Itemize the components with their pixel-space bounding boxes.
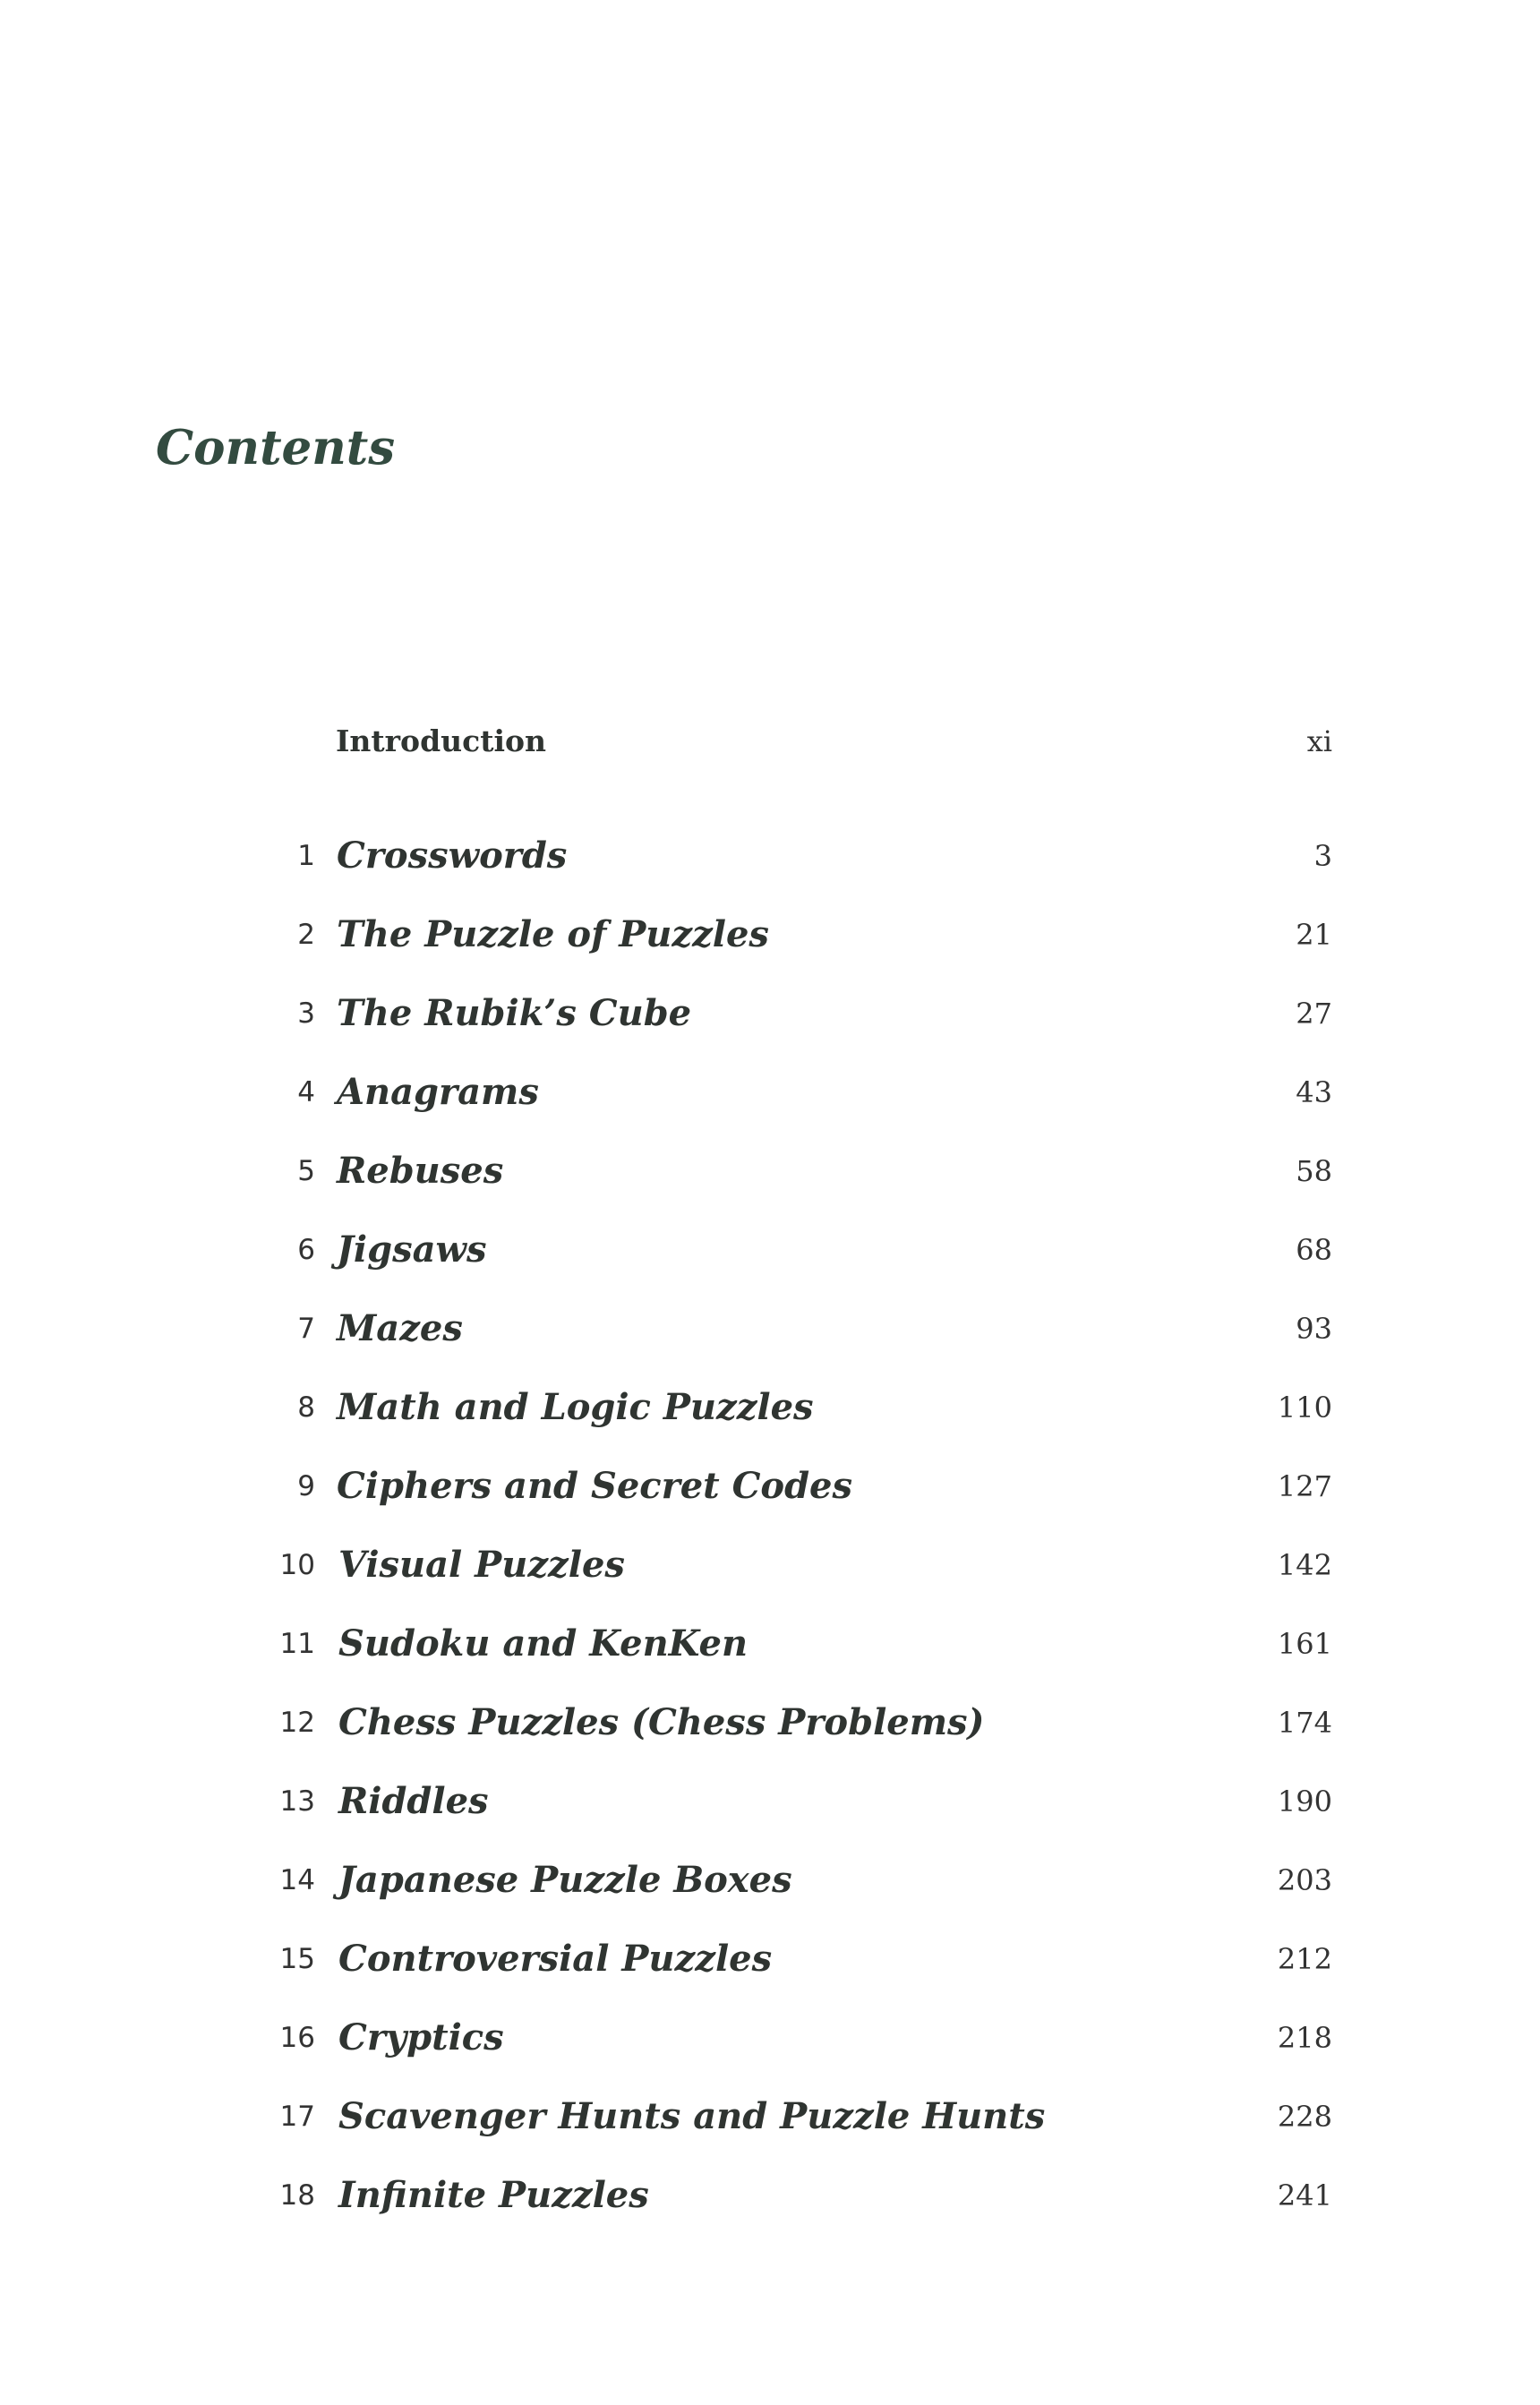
toc-row[interactable] bbox=[0, 1775, 1540, 1828]
toc-page-number: 174 bbox=[1277, 1706, 1332, 1740]
toc-page-number: 58 bbox=[1296, 1154, 1332, 1188]
toc-row[interactable] bbox=[0, 1223, 1540, 1277]
toc-row[interactable] bbox=[0, 2169, 1540, 2222]
toc-row[interactable] bbox=[0, 1696, 1540, 1750]
toc-title: Introduction bbox=[336, 723, 547, 758]
chapter-title: Ciphers and Secret Codes bbox=[337, 1465, 853, 1507]
chapter-number: 1 bbox=[297, 840, 315, 872]
chapter-title: Math and Logic Puzzles bbox=[337, 1386, 814, 1428]
chapter-number: 2 bbox=[297, 919, 315, 951]
toc-page-number: 127 bbox=[1277, 1469, 1332, 1503]
toc-row[interactable] bbox=[0, 1144, 1540, 1198]
toc-row[interactable] bbox=[0, 1381, 1540, 1434]
chapter-title: Infinite Puzzles bbox=[338, 2174, 649, 2216]
page-title: Contents bbox=[156, 420, 396, 475]
toc-row[interactable] bbox=[0, 2011, 1540, 2065]
chapter-number: 4 bbox=[297, 1076, 315, 1108]
toc-page-number: 21 bbox=[1296, 918, 1332, 952]
chapter-number: 10 bbox=[279, 1549, 315, 1581]
toc-row[interactable] bbox=[0, 1066, 1540, 1119]
chapter-title: Visual Puzzles bbox=[338, 1544, 625, 1586]
toc-page-number: 218 bbox=[1277, 2021, 1332, 2055]
chapter-number: 18 bbox=[279, 2179, 315, 2212]
chapter-number: 5 bbox=[297, 1155, 315, 1187]
chapter-title: The Puzzle of Puzzles bbox=[337, 913, 769, 955]
chapter-number: 13 bbox=[279, 1785, 315, 1818]
toc-page-number: 142 bbox=[1277, 1548, 1332, 1582]
toc-row[interactable] bbox=[0, 1853, 1540, 1907]
toc-page-number: 3 bbox=[1313, 839, 1332, 873]
toc-row[interactable] bbox=[0, 1302, 1540, 1356]
chapter-title: Cryptics bbox=[338, 2016, 504, 2058]
chapter-title: Chess Puzzles (Chess Problems) bbox=[338, 1701, 985, 1743]
chapter-title: Japanese Puzzle Boxes bbox=[338, 1859, 792, 1901]
chapter-number: 16 bbox=[279, 2022, 315, 2054]
toc-row[interactable] bbox=[0, 2090, 1540, 2144]
chapter-title: Anagrams bbox=[337, 1071, 539, 1113]
chapter-number: 6 bbox=[297, 1234, 315, 1266]
toc-page-number: 43 bbox=[1296, 1075, 1332, 1109]
chapter-title: Sudoku and KenKen bbox=[338, 1622, 749, 1665]
chapter-number: 14 bbox=[279, 1864, 315, 1896]
toc-row-introduction[interactable] bbox=[0, 715, 1540, 768]
toc-page-number: 203 bbox=[1277, 1863, 1332, 1897]
chapter-title: Crosswords bbox=[337, 834, 568, 877]
toc-row[interactable] bbox=[0, 829, 1540, 883]
toc-row[interactable] bbox=[0, 1932, 1540, 1986]
toc-page-number: 190 bbox=[1277, 1784, 1332, 1819]
toc-page-number: 93 bbox=[1296, 1312, 1332, 1346]
chapter-title: Riddles bbox=[338, 1780, 489, 1822]
toc-row[interactable] bbox=[0, 987, 1540, 1040]
toc-page-number: 161 bbox=[1277, 1627, 1332, 1661]
toc-row[interactable] bbox=[0, 1538, 1540, 1592]
chapter-title: Mazes bbox=[337, 1307, 463, 1349]
toc-page-number: 68 bbox=[1296, 1233, 1332, 1267]
toc-row[interactable] bbox=[0, 1459, 1540, 1513]
chapter-title: Rebuses bbox=[337, 1150, 504, 1192]
chapter-title: Scavenger Hunts and Puzzle Hunts bbox=[338, 2095, 1046, 2137]
toc-page-number: 110 bbox=[1277, 1391, 1332, 1425]
toc-page-number: 241 bbox=[1277, 2178, 1332, 2212]
toc-page-number: 212 bbox=[1277, 1942, 1332, 1976]
chapter-number: 9 bbox=[297, 1470, 315, 1502]
chapter-title: The Rubik’s Cube bbox=[337, 992, 692, 1034]
toc-row[interactable] bbox=[0, 908, 1540, 962]
chapter-number: 15 bbox=[279, 1943, 315, 1975]
chapter-number: 7 bbox=[297, 1313, 315, 1345]
chapter-number: 11 bbox=[279, 1628, 315, 1660]
toc-page-number: 27 bbox=[1296, 997, 1332, 1031]
chapter-number: 8 bbox=[297, 1391, 315, 1424]
chapter-number: 12 bbox=[279, 1707, 315, 1739]
toc-page-number: 228 bbox=[1277, 2100, 1332, 2134]
toc-row[interactable] bbox=[0, 1617, 1540, 1671]
chapter-number: 17 bbox=[279, 2101, 315, 2133]
chapter-title: Controversial Puzzles bbox=[338, 1938, 773, 1980]
chapter-title: Jigsaws bbox=[337, 1228, 487, 1271]
toc-page-number: xi bbox=[1306, 724, 1332, 758]
chapter-number: 3 bbox=[297, 997, 315, 1030]
